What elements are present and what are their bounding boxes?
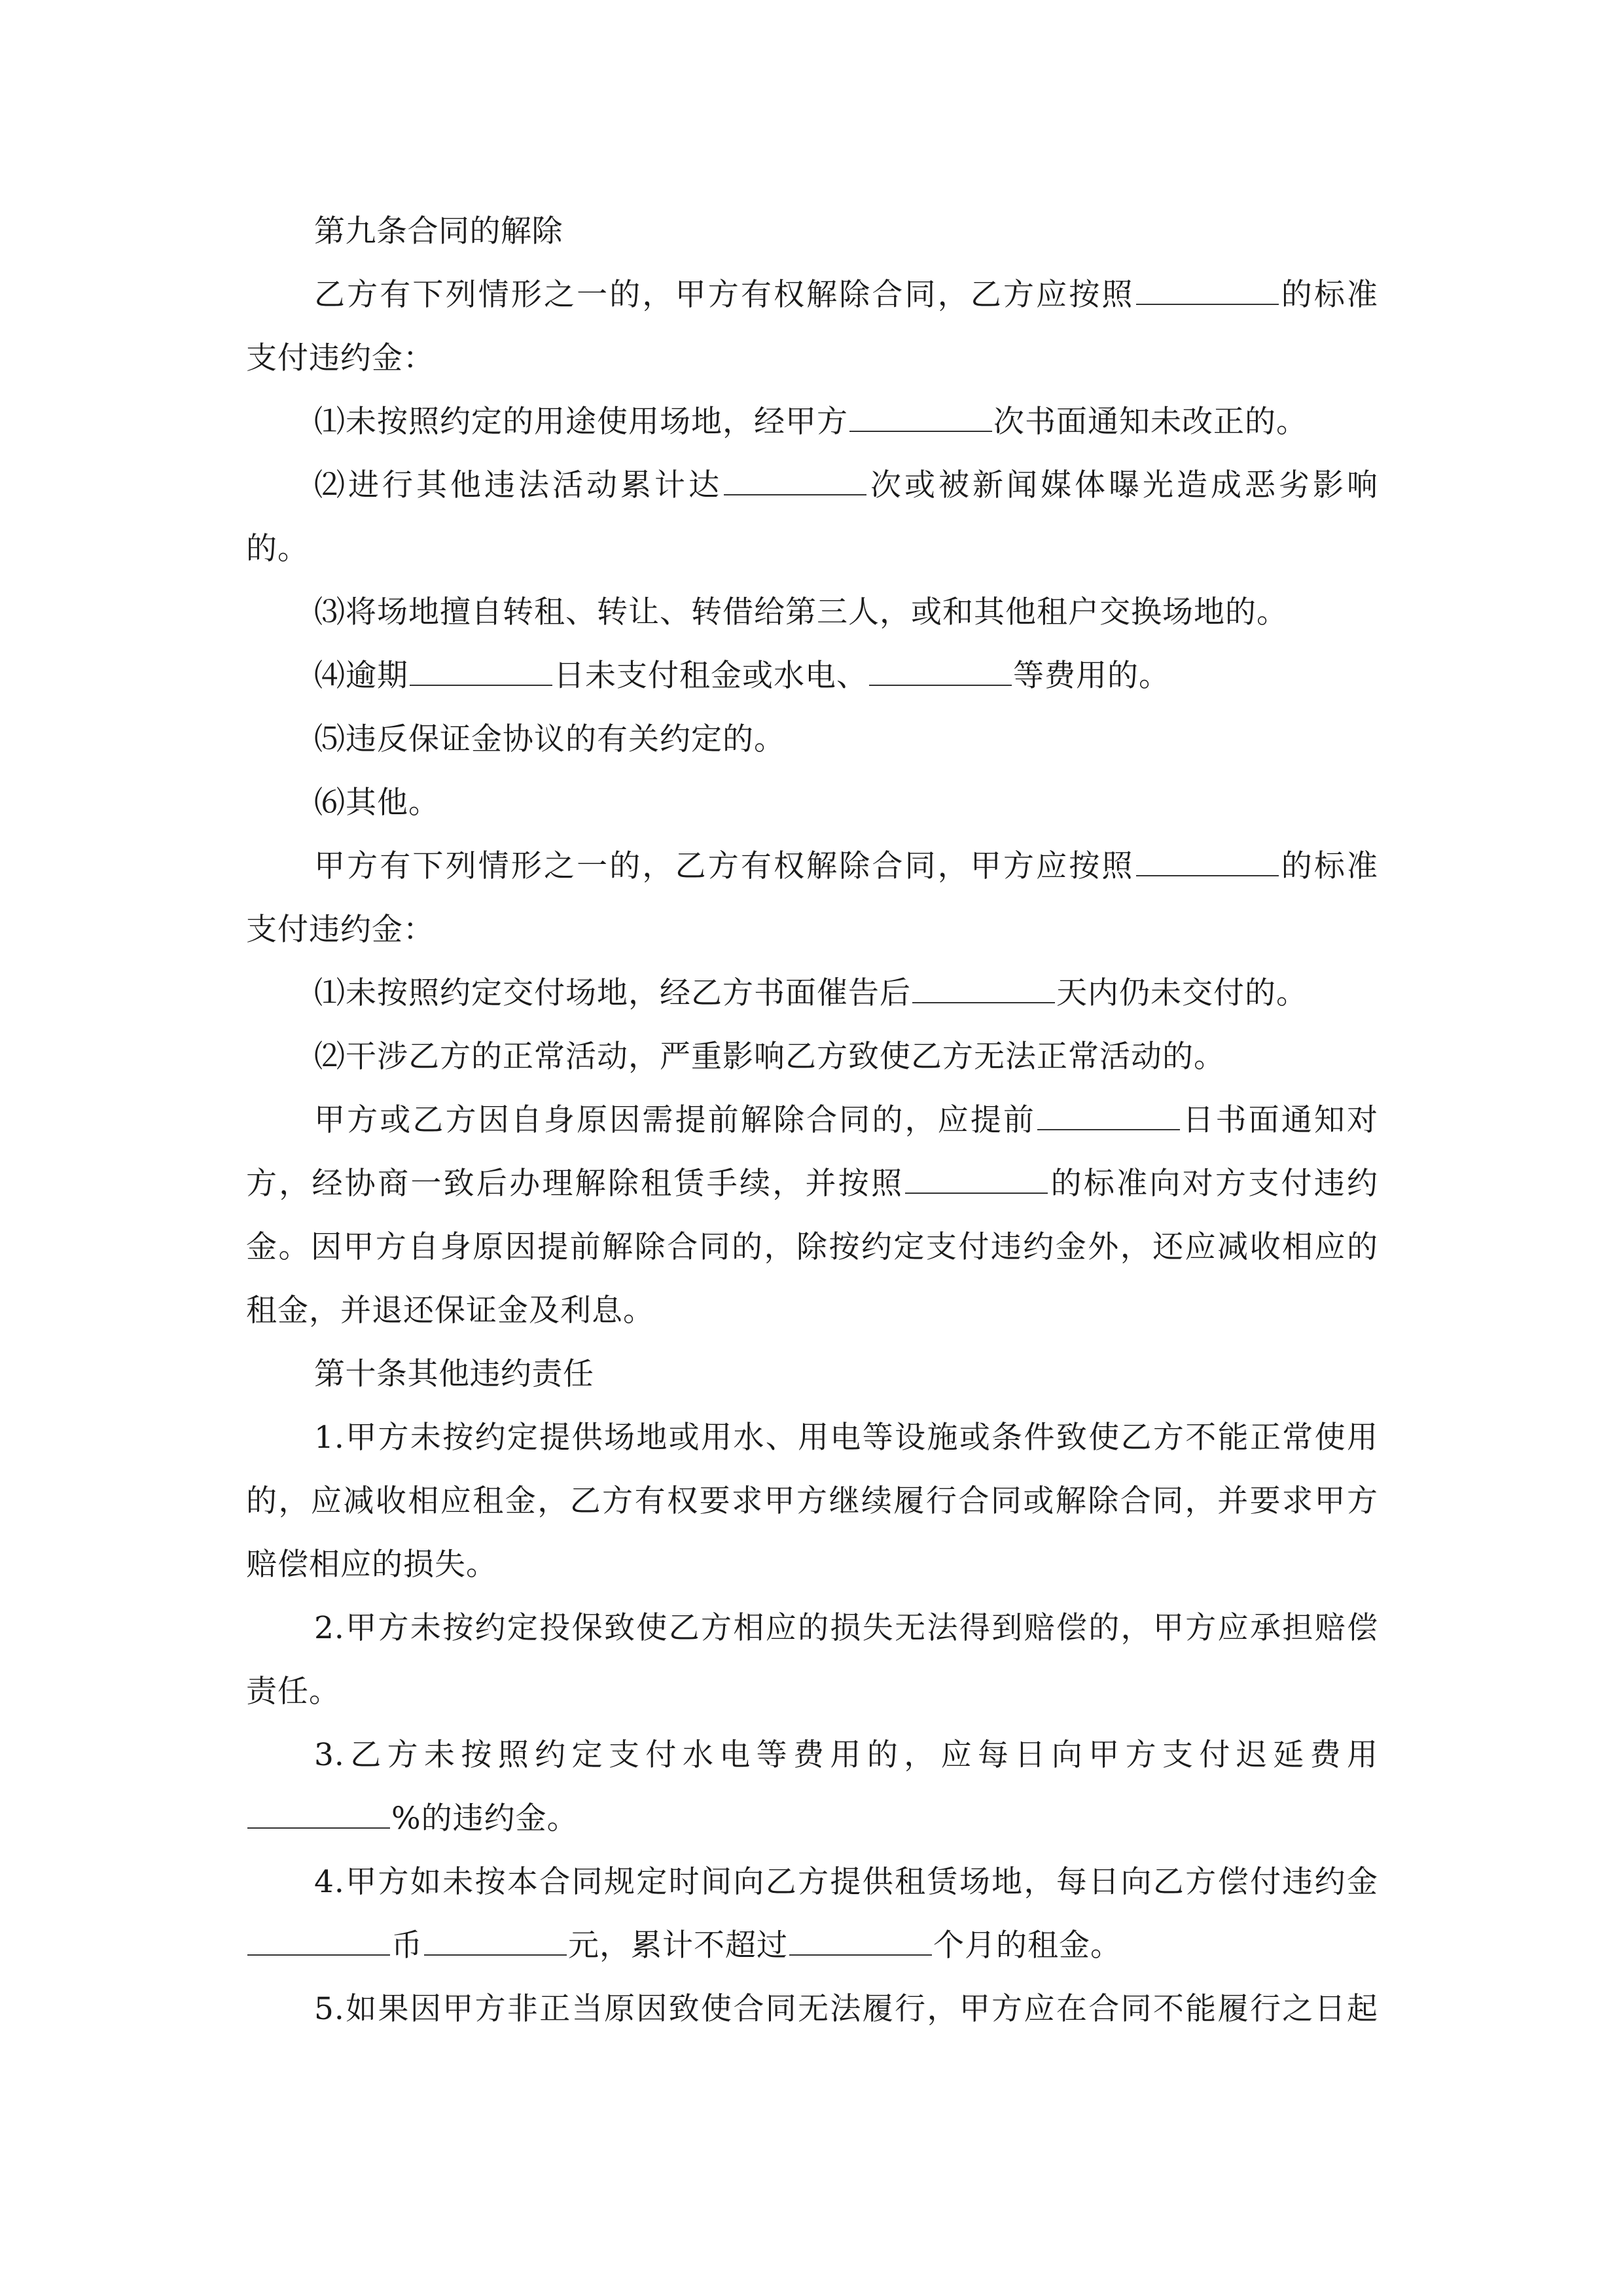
fill-blank[interactable] (912, 976, 1055, 1003)
section-heading-9: 第九条合同的解除 (314, 213, 563, 249)
paragraph-line: 4.甲方如未按本合同规定时间向乙方提供租赁场地，每日向乙方偿付违约金 (314, 1864, 1378, 1900)
paragraph-line: 租金，并退还保证金及利息。 (246, 1293, 654, 1329)
paragraph-line: 赔偿相应的损失。 (246, 1547, 497, 1583)
list-item: ⑸违反保证金协议的有关约定的。 (314, 721, 785, 757)
paragraph-line: 1.甲方未按约定提供场地或用水、用电等设施或条件致使乙方不能正常使用 (314, 1420, 1378, 1456)
paragraph-line: 的。 (246, 531, 309, 567)
paragraph-line: 3.乙方未按照约定支付水电等费用的，应每日向甲方支付迟延费用 (314, 1737, 1378, 1773)
list-item: ⑹其他。 (314, 785, 440, 821)
list-item: ⑶将场地擅自转租、转让、转借给第三人，或和其他租户交换场地的。 (314, 594, 1288, 630)
fill-blank[interactable] (905, 1166, 1048, 1194)
paragraph-line: 甲方有下列情形之一的，乙方有权解除合同，甲方应按照 的标准 (314, 848, 1379, 884)
paragraph-line: 乙方有下列情形之一的，甲方有权解除合同，乙方应按照 的标准 (314, 277, 1379, 313)
fill-blank[interactable] (869, 658, 1012, 686)
paragraph-line: 2.甲方未按约定投保致使乙方相应的损失无法得到赔偿的，甲方应承担赔偿 (314, 1610, 1378, 1646)
fill-blank[interactable] (724, 468, 866, 495)
list-item: ⑵干涉乙方的正常活动，严重影响乙方致使乙方无法正常活动的。 (314, 1039, 1225, 1075)
fill-blank[interactable] (849, 404, 992, 432)
list-item: ⑷逾期 日未支付租金或水电、 等费用的。 (314, 658, 1170, 694)
list-item: ⑴未按照约定交付场地，经乙方书面催告后 天内仍未交付的。 (314, 975, 1308, 1011)
paragraph-line: 的，应减收相应租金，乙方有权要求甲方继续履行合同或解除合同，并要求甲方 (246, 1483, 1378, 1519)
paragraph-line: 方，经协商一致后办理解除租赁手续，并按照 的标准向对方支付违约 (246, 1166, 1379, 1202)
contract-text (246, 200, 1378, 2041)
fill-blank[interactable] (789, 1928, 932, 1956)
fill-blank[interactable] (410, 658, 552, 686)
fill-blank[interactable] (1136, 278, 1279, 305)
paragraph-line: 金。因甲方自身原因提前解除合同的，除按约定支付违约金外，还应减收相应的 (246, 1229, 1378, 1265)
paragraph-line: 支付违约金： (246, 340, 435, 376)
list-item: ⑵进行其他违法活动累计达 次或被新闻媒体曝光造成恶劣影响 (314, 467, 1378, 503)
fill-blank[interactable] (247, 1928, 390, 1956)
fill-blank[interactable] (1037, 1103, 1180, 1130)
paragraph-line: 支付违约金： (246, 912, 435, 948)
fill-blank[interactable] (1136, 849, 1279, 876)
paragraph-line: %的违约金。 (246, 1787, 1378, 1850)
paragraph-line: 币 元，累计不超过 个月的租金。 (246, 1914, 1378, 1977)
section-heading-10: 第十条其他违约责任 (314, 1356, 594, 1392)
paragraph-line: 责任。 (246, 1674, 340, 1710)
list-item: ⑴未按照约定的用途使用场地，经甲方 次书面通知未改正的。 (314, 404, 1308, 440)
fill-blank[interactable] (424, 1928, 567, 1956)
paragraph-line: 5.如果因甲方非正当原因致使合同无法履行，甲方应在合同不能履行之日起 (314, 1991, 1378, 2027)
paragraph-line: 甲方或乙方因自身原因需提前解除合同的，应提前 日书面通知对 (314, 1102, 1379, 1138)
fill-blank[interactable] (247, 1801, 390, 1829)
